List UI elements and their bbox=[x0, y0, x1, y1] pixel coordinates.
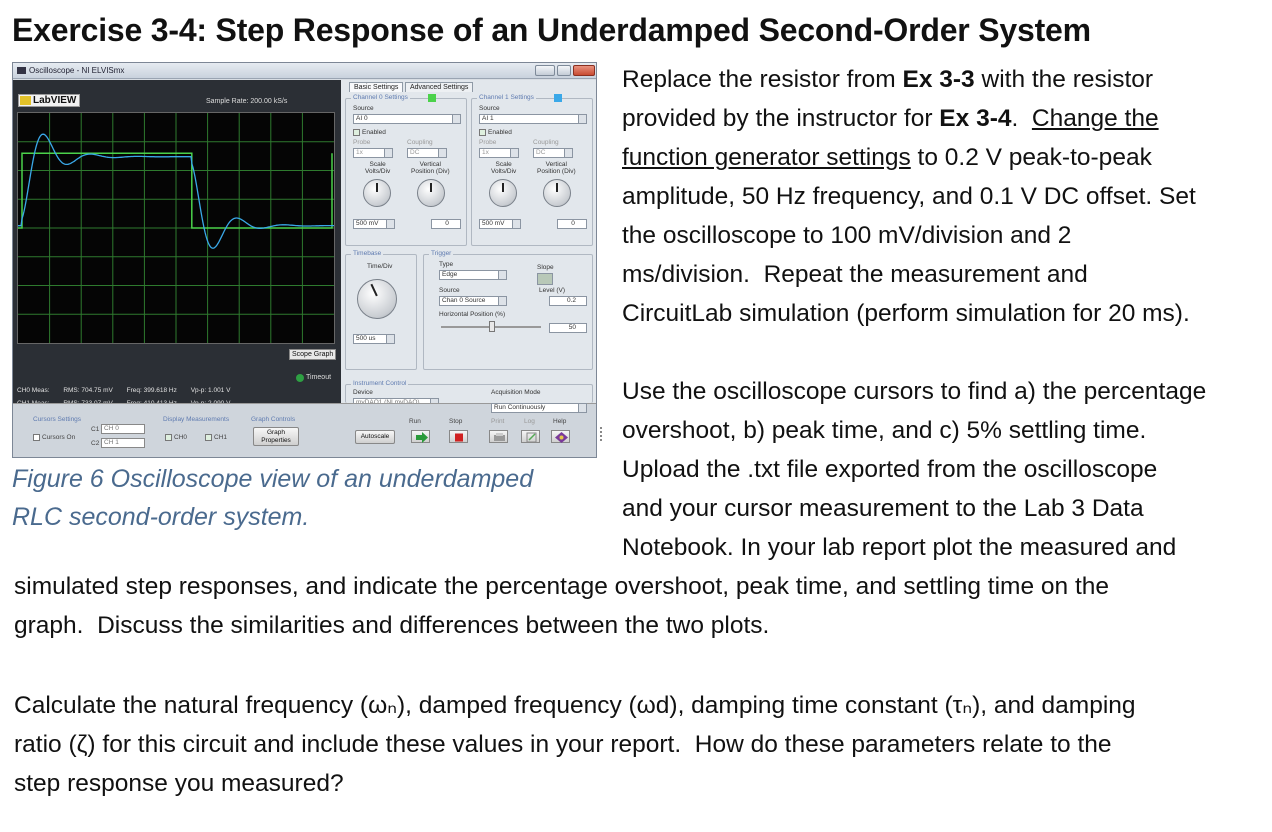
ch0-scale-unit: Volts/Div bbox=[365, 168, 391, 175]
para3-line-2: ratio (ζ) for this circuit and include these values in your report. How do these parameters relate to the bbox=[14, 731, 1112, 758]
para2-line-7: graph. Discuss the similarities and differences between the two plots. bbox=[14, 612, 770, 639]
minimize-button[interactable] bbox=[535, 65, 555, 76]
display-ch0-checkbox[interactable] bbox=[165, 434, 187, 441]
trigger-type-select[interactable] bbox=[439, 270, 507, 280]
ch1-probe-value: 1x bbox=[482, 149, 489, 156]
app-icon bbox=[17, 67, 26, 74]
ch1-scale-label bbox=[491, 161, 516, 175]
labview-logo bbox=[18, 94, 80, 107]
c1-channel-value: CH 0 bbox=[104, 425, 119, 432]
ch0-vpos-unit: Position (Div) bbox=[411, 168, 450, 175]
display-ch0-label: CH0 bbox=[174, 434, 188, 442]
scope-display-pane bbox=[13, 80, 341, 458]
stop-button[interactable] bbox=[449, 430, 468, 443]
tab-basic-settings[interactable]: Basic Settings bbox=[349, 82, 403, 92]
time-div-label: Time/Div bbox=[367, 263, 393, 270]
checkbox-icon bbox=[33, 434, 40, 441]
close-button[interactable] bbox=[573, 65, 595, 76]
ch0-enabled-label: Enabled bbox=[362, 129, 386, 137]
timebase-group-label: Timebase bbox=[353, 250, 382, 257]
instructions-paragraph-2-continued bbox=[14, 567, 1264, 645]
time-div-select[interactable] bbox=[353, 334, 395, 344]
hpos-label: Horizontal Position (%) bbox=[439, 311, 506, 318]
chevron-down-icon bbox=[438, 149, 446, 157]
ch1-enabled-checkbox[interactable] bbox=[479, 129, 512, 136]
checkbox-icon bbox=[165, 434, 172, 441]
ch1-vpos-label bbox=[537, 161, 576, 175]
chevron-down-icon bbox=[564, 149, 572, 157]
ch0-position-stepper[interactable] bbox=[431, 219, 461, 229]
trigger-group-label: Trigger bbox=[431, 250, 452, 257]
cursors-on-checkbox[interactable] bbox=[33, 434, 75, 441]
ch0-scale-knob[interactable] bbox=[363, 179, 391, 207]
c1-channel-select[interactable] bbox=[101, 424, 145, 434]
cursors-on-label: Cursors On bbox=[42, 434, 76, 442]
window-title: Oscilloscope - NI ELVISmx bbox=[29, 66, 125, 75]
ch0-scale-text: Scale bbox=[369, 161, 386, 168]
ch1-scale-value: 500 mV bbox=[482, 220, 505, 227]
channel0-group-label: Channel 0 Settings bbox=[353, 94, 408, 101]
ch0-probe-value: 1x bbox=[356, 149, 363, 156]
time-div-value: 500 us bbox=[356, 335, 376, 342]
checkbox-icon bbox=[479, 129, 486, 136]
bottom-control-bar bbox=[13, 403, 597, 458]
para2-line-5: Notebook. In your lab report plot the measured and bbox=[622, 534, 1177, 561]
para3-line-3: step response you measured? bbox=[14, 770, 344, 797]
run-arrow-icon bbox=[412, 431, 431, 444]
ch1-source-label: Source bbox=[479, 105, 500, 112]
para1-line-4: amplitude, 50 Hz frequency, and 0.1 V DC offset. Set bbox=[622, 183, 1196, 210]
hpos-value: 50 bbox=[568, 324, 576, 331]
scope-graph[interactable] bbox=[17, 112, 335, 344]
knob-indicator bbox=[556, 183, 558, 192]
time-div-knob[interactable] bbox=[357, 279, 397, 319]
timeout-indicator bbox=[296, 374, 331, 381]
channel1-group-label: Channel 1 Settings bbox=[479, 94, 534, 101]
para2-line-3: Upload the .txt file exported from the oscilloscope bbox=[622, 456, 1158, 483]
timeout-label: Timeout bbox=[306, 374, 332, 381]
chevron-down-icon bbox=[452, 115, 460, 123]
para1-text: provided by the instructor for bbox=[622, 105, 940, 132]
ch1-position-value: 0 bbox=[571, 220, 575, 227]
help-icon bbox=[552, 431, 571, 444]
ch0-source-select[interactable] bbox=[353, 114, 461, 124]
window-titlebar bbox=[13, 63, 596, 79]
para2-line-2: overshoot, b) peak time, and c) 5% settling time. bbox=[622, 417, 1147, 444]
display-ch1-label: CH1 bbox=[214, 434, 228, 442]
trigger-source-value: Chan 0 Source bbox=[442, 297, 486, 304]
ch0-scale-value: 500 mV bbox=[356, 220, 379, 227]
ch1-probe-label: Probe bbox=[479, 139, 497, 146]
para1-line-7: CircuitLab simulation (perform simulation for 20 ms). bbox=[622, 300, 1190, 327]
knob-indicator bbox=[430, 183, 432, 192]
oscilloscope-window bbox=[12, 62, 597, 458]
para2-line-4: and your cursor measurement to the Lab 3 Data bbox=[622, 495, 1144, 522]
graph-properties-text: Graph bbox=[266, 429, 286, 436]
ch0-coupling-value: DC bbox=[410, 149, 420, 156]
instructions-paragraph-2 bbox=[622, 372, 1262, 567]
ch0-rms: RMS: 704.75 mV bbox=[63, 387, 113, 394]
ch1-vpos-unit: Position (Div) bbox=[537, 168, 576, 175]
print-label: Print bbox=[491, 418, 505, 425]
ch1-scale-knob[interactable] bbox=[489, 179, 517, 207]
ch0-vpos-text: Vertical bbox=[419, 161, 441, 168]
ch1-position-stepper[interactable] bbox=[557, 219, 587, 229]
channel1-color-swatch bbox=[554, 94, 562, 102]
knob-indicator bbox=[376, 183, 378, 192]
ch1-source-value: AI 1 bbox=[482, 115, 494, 122]
para1-text: to 0.2 V peak-to-peak bbox=[910, 144, 1152, 171]
hpos-slider-handle[interactable] bbox=[489, 321, 495, 332]
trigger-type-label: Type bbox=[439, 261, 454, 268]
ch1-scale-unit: Volts/Div bbox=[491, 168, 517, 175]
ch1-coupling-value: DC bbox=[536, 149, 546, 156]
maximize-button[interactable] bbox=[557, 65, 571, 76]
instructions-paragraph-3 bbox=[14, 686, 1264, 803]
chevron-down-icon bbox=[498, 297, 506, 305]
stop-label: Stop bbox=[449, 418, 463, 425]
para1-line-3 bbox=[622, 138, 1262, 177]
checkbox-icon bbox=[353, 129, 360, 136]
labview-logo-text: LabVIEW bbox=[33, 95, 77, 106]
chevron-down-icon bbox=[578, 115, 586, 123]
caption-line-1: Figure 6 Oscilloscope view of an underdamped bbox=[12, 465, 534, 493]
para1-line-5: the oscilloscope to 100 mV/division and 2 bbox=[622, 222, 1072, 249]
ch0-freq: Freq: 399.618 Hz bbox=[126, 387, 177, 394]
run-button[interactable] bbox=[411, 430, 430, 443]
chevron-down-icon bbox=[498, 271, 506, 279]
ch1-coupling-label: Coupling bbox=[533, 139, 559, 146]
resize-grip-icon bbox=[600, 427, 604, 441]
para2-line-6: simulated step responses, and indicate the percentage overshoot, peak time, and settling time on the bbox=[14, 573, 1109, 600]
graph-properties-button[interactable] bbox=[253, 427, 299, 446]
log-edit-icon bbox=[522, 431, 541, 444]
ch0-coupling-label: Coupling bbox=[407, 139, 433, 146]
help-button[interactable] bbox=[551, 430, 570, 443]
scope-waveform-svg bbox=[18, 113, 334, 343]
para1-text: . bbox=[1011, 105, 1032, 132]
para2-line-1: Use the oscilloscope cursors to find a) the percentage bbox=[622, 378, 1207, 405]
ch1-source-select[interactable] bbox=[479, 114, 587, 124]
para3-line-1: Calculate the natural frequency (ωₙ), damped frequency (ωd), damping time constant (τₙ), and damping bbox=[14, 692, 1136, 719]
ch0-measurements bbox=[17, 387, 242, 394]
para1-text: Replace the resistor from bbox=[622, 66, 903, 93]
print-button[interactable] bbox=[489, 430, 508, 443]
acquisition-mode-label: Acquisition Mode bbox=[491, 389, 541, 396]
ch0-enabled-checkbox[interactable] bbox=[353, 129, 386, 136]
ch0-vpp: Vp-p: 1.001 V bbox=[190, 387, 231, 394]
ch0-scale-select[interactable] bbox=[353, 219, 395, 229]
trigger-level-value: 0.2 bbox=[566, 297, 576, 304]
c2-label: C2 bbox=[91, 440, 100, 447]
log-button[interactable] bbox=[521, 430, 540, 443]
checkbox-icon bbox=[205, 434, 212, 441]
trigger-source-select[interactable] bbox=[439, 296, 507, 306]
ch0-scale-label bbox=[365, 161, 390, 175]
device-label: Device bbox=[353, 389, 373, 396]
hpos-stepper[interactable] bbox=[549, 323, 587, 333]
timeout-led bbox=[296, 374, 304, 382]
instructions-paragraph-1 bbox=[622, 60, 1262, 333]
ch0-position-value: 0 bbox=[445, 220, 449, 227]
ch1-coupling-select[interactable] bbox=[533, 148, 573, 158]
para1-underlined-text: function generator settings bbox=[622, 144, 911, 171]
figure-caption bbox=[12, 460, 612, 536]
run-label: Run bbox=[409, 418, 421, 425]
chevron-down-icon bbox=[578, 404, 586, 412]
para1-line-1 bbox=[622, 60, 1262, 99]
settings-pane bbox=[341, 80, 597, 403]
labview-icon bbox=[20, 96, 31, 105]
para1-text: with the resistor bbox=[974, 66, 1154, 93]
chevron-down-icon bbox=[384, 149, 392, 157]
stop-square-icon bbox=[450, 431, 469, 444]
trigger-level-stepper[interactable] bbox=[549, 296, 587, 306]
document-title: Exercise 3-4: Step Response of an Underdamped Second-Order System bbox=[12, 12, 1091, 48]
graph-properties-text2: Properties bbox=[261, 437, 291, 444]
ch1-vpos-text: Vertical bbox=[545, 161, 567, 168]
scope-graph-label: Scope Graph bbox=[289, 349, 336, 360]
para1-line-2 bbox=[622, 99, 1262, 138]
tab-advanced-settings[interactable]: Advanced Settings bbox=[405, 82, 473, 92]
printer-icon bbox=[490, 431, 509, 444]
ch0-vpos-label bbox=[411, 161, 450, 175]
chevron-down-icon bbox=[386, 220, 394, 228]
chevron-down-icon bbox=[510, 149, 518, 157]
ch1-enabled-label: Enabled bbox=[488, 129, 512, 137]
ch0-meas-label: CH0 Meas: bbox=[17, 387, 50, 394]
help-label: Help bbox=[553, 418, 567, 425]
chevron-down-icon bbox=[512, 220, 520, 228]
channel0-color-swatch bbox=[428, 94, 436, 102]
ch0-source-value: AI 0 bbox=[356, 115, 368, 122]
trigger-slope-button[interactable] bbox=[537, 273, 553, 285]
ch0-coupling-select[interactable] bbox=[407, 148, 447, 158]
trigger-type-value: Edge bbox=[442, 271, 458, 278]
sample-rate: Sample Rate: 200.00 kS/s bbox=[206, 98, 288, 105]
ch1-position-knob[interactable] bbox=[543, 179, 571, 207]
para1-bold-ref: Ex 3-3 bbox=[902, 66, 975, 93]
ch1-probe-select[interactable] bbox=[479, 148, 519, 158]
para1-bold-ref: Ex 3-4 bbox=[939, 105, 1012, 132]
ch0-source-label: Source bbox=[353, 105, 374, 112]
acquisition-mode-value: Run Continuously bbox=[494, 404, 546, 411]
para1-underlined-text: Change the bbox=[1031, 105, 1159, 132]
cursors-settings-label: Cursors Settings bbox=[33, 416, 82, 423]
c2-channel-select[interactable] bbox=[101, 438, 145, 448]
ch0-position-knob[interactable] bbox=[417, 179, 445, 207]
acquisition-mode-select[interactable] bbox=[491, 403, 587, 413]
caption-line-2: RLC second-order system. bbox=[12, 503, 310, 531]
ch0-probe-label: Probe bbox=[353, 139, 371, 146]
c1-label: C1 bbox=[91, 426, 100, 433]
display-ch1-checkbox[interactable] bbox=[205, 434, 227, 441]
chevron-down-icon bbox=[386, 335, 394, 343]
knob-indicator bbox=[502, 183, 504, 192]
trigger-slope-label: Slope bbox=[537, 264, 554, 271]
ch1-scale-text: Scale bbox=[495, 161, 512, 168]
ch0-probe-select[interactable] bbox=[353, 148, 393, 158]
trigger-source-label: Source bbox=[439, 287, 460, 294]
para1-line-6: ms/division. Repeat the measurement and bbox=[622, 261, 1088, 288]
graph-controls-label: Graph Controls bbox=[251, 416, 296, 423]
display-measurements-label: Display Measurements bbox=[163, 416, 230, 423]
ch1-scale-select[interactable] bbox=[479, 219, 521, 229]
knob-indicator bbox=[371, 284, 378, 297]
instrument-control-label: Instrument Control bbox=[353, 380, 407, 387]
autoscale-button[interactable]: Autoscale bbox=[355, 430, 395, 444]
trigger-level-label: Level (V) bbox=[539, 287, 566, 294]
c2-channel-value: CH 1 bbox=[104, 439, 119, 446]
log-label: Log bbox=[524, 418, 535, 425]
